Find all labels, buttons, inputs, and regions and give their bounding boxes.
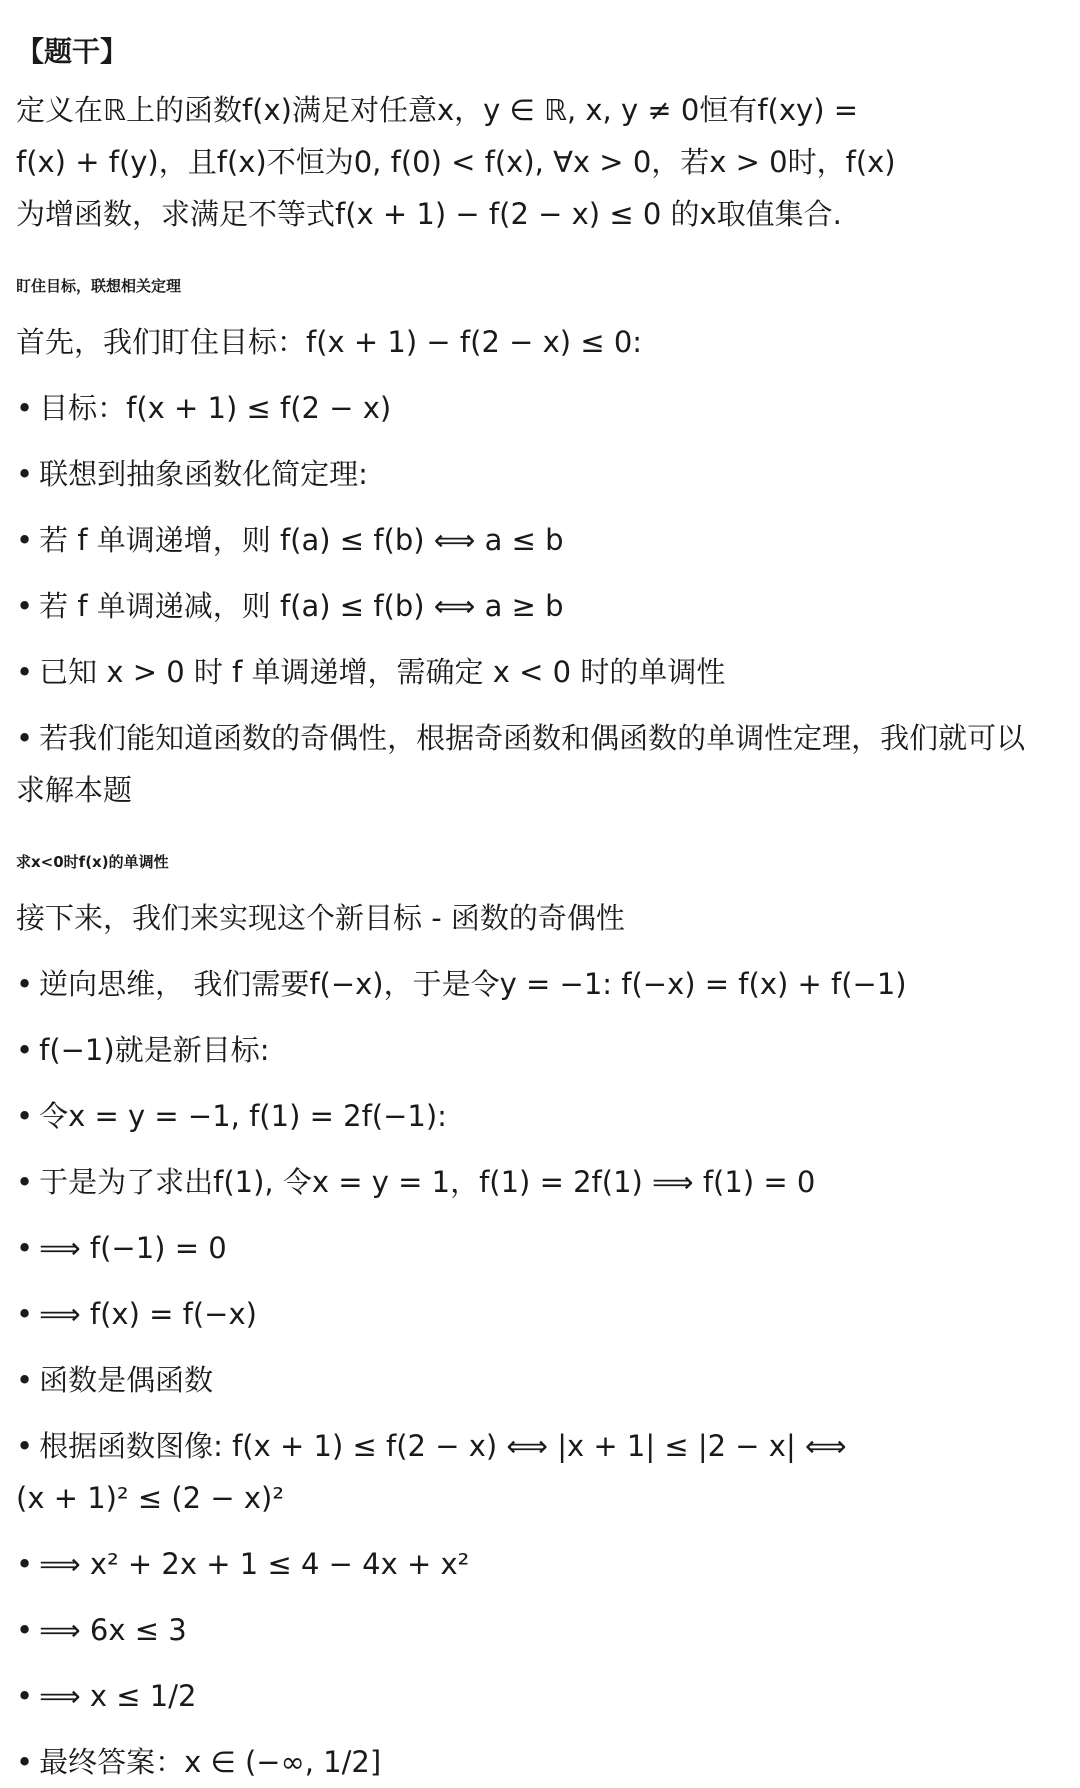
list-item xyxy=(16,1420,1064,1524)
list-item: • 若 f 单调递增，则 f(a) ≤ f(b) ⟺ a ≤ b xyxy=(16,514,1064,566)
section-heading-monotonic: 求x<0时f(x)的单调性 xyxy=(16,853,169,871)
stem-line: 定义在ℝ上的函数f(x)满足对任意x，y ∈ ℝ, x, y ≠ 0恒有f(xy) = xyxy=(16,93,859,127)
list-item: • 已知 x > 0 时 f 单调递增，需确定 x < 0 时的单调性 xyxy=(16,646,1064,698)
list-item: • 令x = y = −1, f(1) = 2f(−1): xyxy=(16,1090,1064,1142)
list-item xyxy=(16,712,1064,816)
list-item: • ⟹ x² + 2x + 1 ≤ 4 − 4x + x² xyxy=(16,1538,1064,1590)
list-item-line: 求解本题 xyxy=(16,773,133,807)
bullet-list xyxy=(16,958,1064,1788)
list-item-line: • 根据函数图像: f(x + 1) ≤ f(2 − x) ⟺ |x + 1| ≤ |2 − x| ⟺ xyxy=(16,1420,1064,1472)
list-item-line: • 若我们能知道函数的奇偶性，根据奇函数和偶函数的单调性定理，我们就可以 xyxy=(16,712,1064,764)
list-item: • f(−1)就是新目标: xyxy=(16,1024,1064,1076)
list-item: • 若 f 单调递减，则 f(a) ≤ f(b) ⟺ a ≥ b xyxy=(16,580,1064,632)
bullet-list xyxy=(16,382,1064,816)
final-answer: • 最终答案：x ∈ (−∞, 1/2] xyxy=(16,1736,1064,1788)
list-item: • ⟹ 6x ≤ 3 xyxy=(16,1604,1064,1656)
list-item: • ⟹ x ≤ 1/2 xyxy=(16,1670,1064,1722)
list-item: • ⟹ f(−1) = 0 xyxy=(16,1222,1064,1274)
list-item: • 函数是偶函数 xyxy=(16,1354,1064,1406)
stem-line: f(x) + f(y)，且f(x)不恒为0, f(0) < f(x), ∀x > 0，若x > 0时，f(x) xyxy=(16,145,896,179)
problem-title: 【题干】 xyxy=(16,35,129,68)
section-intro: 接下来，我们来实现这个新目标 - 函数的奇偶性 xyxy=(16,901,625,935)
list-item: • 目标：f(x + 1) ≤ f(2 − x) xyxy=(16,382,1064,434)
problem-stem xyxy=(16,84,1064,240)
list-item-line: (x + 1)² ≤ (2 − x)² xyxy=(16,1481,284,1515)
list-item: • ⟹ f(x) = f(−x) xyxy=(16,1288,1064,1340)
section-heading-goal: 盯住目标，联想相关定理 xyxy=(16,277,182,295)
list-item: • 于是为了求出f(1), 令x = y = 1，f(1) = 2f(1) ⟹ f(1) = 0 xyxy=(16,1156,1064,1208)
list-item: • 逆向思维， 我们需要f(−x)，于是令y = −1: f(−x) = f(x) + f(−1) xyxy=(16,958,1064,1010)
section-intro: 首先，我们盯住目标：f(x + 1) − f(2 − x) ≤ 0: xyxy=(16,325,643,359)
list-item: • 联想到抽象函数化简定理: xyxy=(16,448,1064,500)
stem-line: 为增函数，求满足不等式f(x + 1) − f(2 − x) ≤ 0 的x取值集合. xyxy=(16,197,842,231)
